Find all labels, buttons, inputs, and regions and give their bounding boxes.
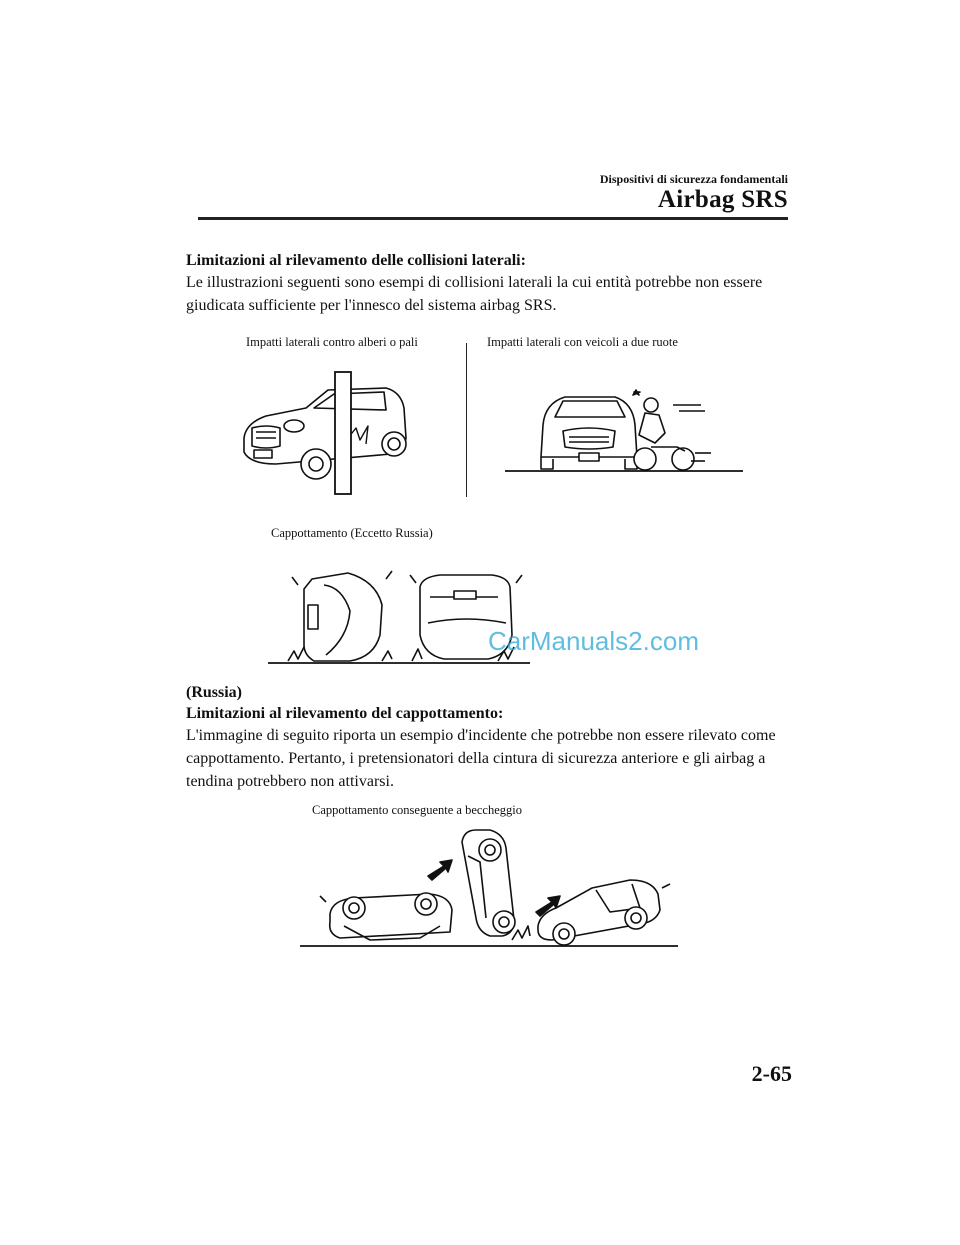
pole-impact-illustration xyxy=(236,368,416,498)
section-title: Airbag SRS xyxy=(657,186,788,213)
caption-pole-impact: Impatti laterali contro alberi o pali xyxy=(246,335,418,349)
watermark-text: CarManuals2.com xyxy=(488,626,699,656)
caption-two-wheel-impact: Impatti laterali con veicoli a due ruote xyxy=(487,335,678,349)
rollover-heading: Limitazioni al rilevamento del cappottamento: xyxy=(186,705,504,722)
illustration-divider xyxy=(466,343,467,497)
page-number: 2-65 xyxy=(751,1061,792,1086)
two-wheel-impact-illustration xyxy=(505,385,745,475)
caption-pitch-rollover: Cappottamento conseguente a beccheggio xyxy=(312,803,522,817)
russia-heading: (Russia) xyxy=(186,684,243,701)
rollover-paragraph: L'immagine di seguito riporta un esempio d'incidente che potrebbe non essere rilevato come cappottamento. Pertanto, i pretensionatori della cintura di sicurezza anteriore e gli airbag a tendina potrebbero non attivarsi. xyxy=(186,727,776,790)
header-rule xyxy=(198,217,788,220)
side-impact-heading: Limitazioni al rilevamento delle collisioni laterali: xyxy=(186,252,526,269)
side-impact-paragraph: Le illustrazioni seguenti sono esempi di collisioni laterali la cui entità potrebbe non essere giudicata sufficiente per l'innesco del sistema airbag SRS. xyxy=(186,274,763,314)
pitch-rollover-illustration xyxy=(300,822,680,950)
caption-rollover: Cappottamento (Eccetto Russia) xyxy=(271,526,433,540)
chapter-title: Dispositivi di sicurezza fondamentali xyxy=(599,172,788,186)
